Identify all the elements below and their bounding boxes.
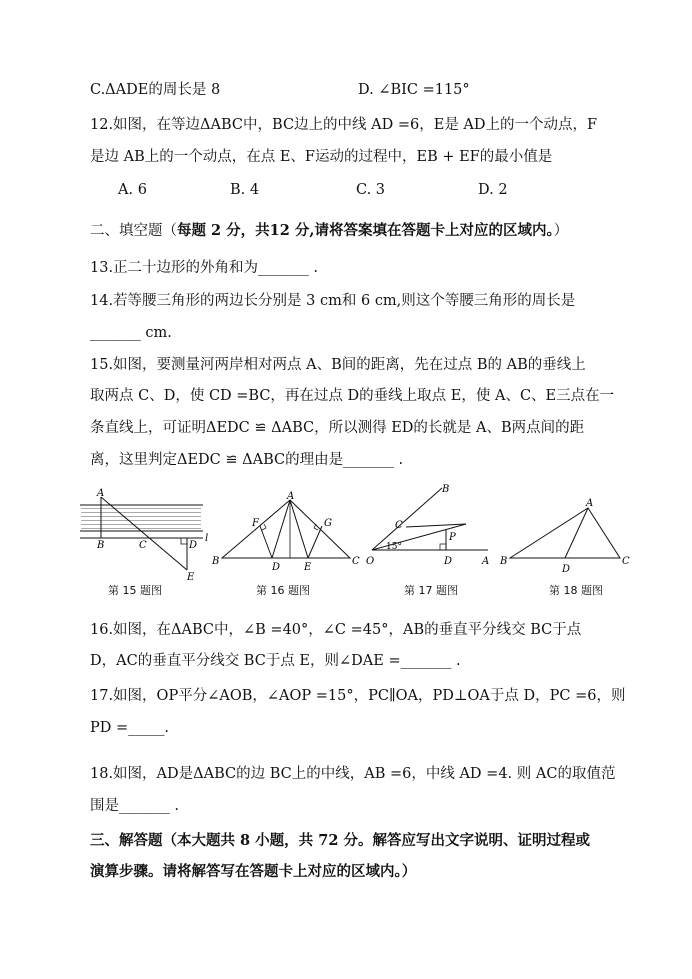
option-c-q12: C. 3 xyxy=(356,182,386,198)
fig16-label-e: E xyxy=(304,562,312,573)
figure-18 xyxy=(496,488,636,583)
fig15-label-e: E xyxy=(187,572,195,583)
section-2-title: 二、填空题（ xyxy=(90,223,177,239)
fig16-label-g: G xyxy=(324,518,332,529)
question-15-line4: 离，这里判定ΔEDC ≌ ΔABC的理由是_______ . xyxy=(90,452,404,468)
question-14-line1: 14.若等腰三角形的两边长分别是 3 cm和 6 cm,则这个等腰三角形的周长是 xyxy=(90,293,576,309)
fig17-angle-label: 15° xyxy=(386,542,402,552)
question-15-line3: 条直线上，可证明ΔEDC ≌ ΔABC，所以测得 ED的长就是 A、B两点间的距 xyxy=(90,420,585,436)
fig15-label-c: C xyxy=(139,540,147,551)
question-17-line1: 17.如图，OP平分∠AOB，∠AOP =15°，PC∥OA，PD⊥OA于点 D，PC =6，则 xyxy=(90,688,626,704)
fig17-label-d: D xyxy=(444,556,453,567)
question-18-line2: 围是_______ . xyxy=(90,798,179,814)
fig15-label-l: l xyxy=(205,533,209,544)
option-c-q11: C.ΔADE的周长是 8 xyxy=(90,82,221,98)
question-16-line2: D，AC的垂直平分线交 BC于点 E，则∠DAE =_______ . xyxy=(90,653,461,669)
option-a-q12: A. 6 xyxy=(118,182,147,198)
caption-figure-17: 第 17 题图 xyxy=(404,584,458,597)
fig18-label-c: C xyxy=(622,556,630,567)
question-15-line2: 取两点 C、D，使 CD =BC，再在过点 D的垂线上取点 E，使 A、C、E三点在一 xyxy=(90,388,615,404)
question-14-line2: _______ cm. xyxy=(90,325,172,341)
question-17-line2: PD =_____. xyxy=(90,720,169,736)
question-16-line1: 16.如图，在ΔABC中，∠B =40°，∠C =45°，AB的垂直平分线交 BC于点 xyxy=(90,622,582,638)
question-18-line1: 18.如图，AD是ΔABC的边 BC上的中线，AB =6，中线 AD =4. 则 AC的取值范 xyxy=(90,766,616,782)
fig16-label-c: C xyxy=(352,556,360,567)
section-3-heading-line1: 三、解答题（本大题共 8 小题，共 72 分。解答应写出文字说明、证明过程或 xyxy=(90,832,590,849)
fig17-label-b: B xyxy=(442,484,450,495)
question-15-line1: 15.如图，要测量河两岸相对两点 A、B间的距离，先在过点 B的 AB的垂线上 xyxy=(90,357,586,373)
option-d-q11: D. ∠BIC =115° xyxy=(358,82,470,98)
option-b-q12: B. 4 xyxy=(230,182,260,198)
caption-figure-15: 第 15 题图 xyxy=(108,584,162,597)
fig18-label-d: D xyxy=(562,564,571,575)
section-2-close: ） xyxy=(553,223,569,239)
question-13: 13.正二十边形的外角和为_______ . xyxy=(90,260,319,276)
fig18-label-b: B xyxy=(500,556,508,567)
fig16-label-a: A xyxy=(287,491,295,502)
fig17-label-o: O xyxy=(366,556,375,567)
fig16-label-f: F xyxy=(252,518,259,529)
question-12-line2: 是边 AB上的一个动点，在点 E、F运动的过程中，EB + EF的最小值是 xyxy=(90,149,553,165)
fig17-label-a: A xyxy=(482,556,490,567)
fig18-label-a: A xyxy=(586,498,594,509)
fig16-label-b: B xyxy=(212,556,220,567)
figure-17 xyxy=(362,478,494,583)
fig16-label-d: D xyxy=(272,562,281,573)
figure-16 xyxy=(210,488,360,583)
section-2-heading xyxy=(90,221,568,241)
caption-figure-16: 第 16 题图 xyxy=(256,584,310,597)
fig15-label-d: D xyxy=(189,540,198,551)
fig17-label-p: P xyxy=(449,532,456,543)
option-d-q12: D. 2 xyxy=(478,182,508,198)
figure-15 xyxy=(75,488,215,583)
section-3-heading-line2: 演算步骤。请将解答写在答题卡上对应的区域内。） xyxy=(90,863,417,880)
section-2-instructions: 每题 2 分，共12 分,请将答案填在答题卡上对应的区域内。 xyxy=(177,222,554,239)
caption-figure-18: 第 18 题图 xyxy=(549,584,603,597)
question-12-line1: 12.如图，在等边ΔABC中，BC边上的中线 AD =6，E是 AD上的一个动点，F xyxy=(90,117,598,133)
fig15-label-b: B xyxy=(97,540,105,551)
fig17-label-c: C xyxy=(395,520,403,531)
fig15-label-a: A xyxy=(97,488,105,499)
